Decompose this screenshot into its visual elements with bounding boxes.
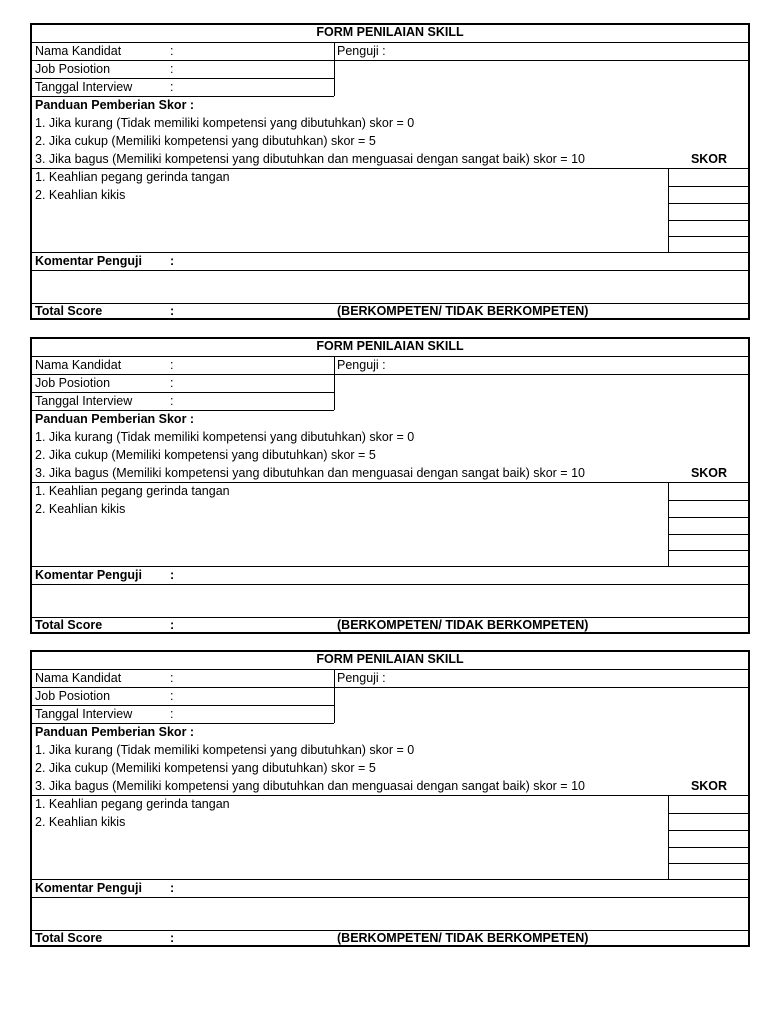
tanggal-interview-label: Tanggal Interview <box>35 80 133 94</box>
skill-item: 1. Keahlian pegang gerinda tangan <box>35 484 230 498</box>
total-score-colon: : <box>170 618 175 632</box>
total-score-colon: : <box>170 931 175 945</box>
total-score-label: Total Score <box>35 931 103 945</box>
panduan-line: 3. Jika bagus (Memiliki kompetensi yang dibutuhkan dan menguasai dengan sangat baik) skor = 10 <box>35 779 585 793</box>
skill-assessment-form <box>30 337 750 634</box>
panduan-line: 3. Jika bagus (Memiliki kompetensi yang dibutuhkan dan menguasai dengan sangat baik) skor = 10 <box>35 152 585 166</box>
skill-item: 2. Keahlian kikis <box>35 502 126 516</box>
skor-header: SKOR <box>690 779 728 793</box>
tanggal-interview-label: Tanggal Interview <box>35 394 133 408</box>
penguji-field[interactable]: Penguji : <box>337 671 386 685</box>
nama-kandidat-label: Nama Kandidat <box>35 671 122 685</box>
form-title: FORM PENILAIAN SKILL <box>316 25 464 39</box>
panduan-line: 2. Jika cukup (Memiliki kompetensi yang dibutuhkan) skor = 5 <box>35 448 376 462</box>
panduan-line: 2. Jika cukup (Memiliki kompetensi yang dibutuhkan) skor = 5 <box>35 761 376 775</box>
tanggal-interview-label: Tanggal Interview <box>35 707 133 721</box>
skill-assessment-form <box>30 23 750 320</box>
total-score-colon: : <box>170 304 175 318</box>
panduan-line: 1. Jika kurang (Tidak memiliki kompetensi yang dibutuhkan) skor = 0 <box>35 430 415 444</box>
job-position-colon: : <box>170 376 174 390</box>
tanggal-interview-colon: : <box>170 394 174 408</box>
panduan-line: 1. Jika kurang (Tidak memiliki kompetensi yang dibutuhkan) skor = 0 <box>35 116 415 130</box>
kompetensi-result: (BERKOMPETEN/ TIDAK BERKOMPETEN) <box>337 304 589 318</box>
nama-kandidat-colon: : <box>170 358 174 372</box>
total-score-label: Total Score <box>35 304 103 318</box>
skill-item: 1. Keahlian pegang gerinda tangan <box>35 797 230 811</box>
kompetensi-result: (BERKOMPETEN/ TIDAK BERKOMPETEN) <box>337 618 589 632</box>
komentar-colon: : <box>170 881 175 895</box>
nama-kandidat-label: Nama Kandidat <box>35 358 122 372</box>
panduan-heading: Panduan Pemberian Skor : <box>35 98 195 112</box>
job-position-colon: : <box>170 689 174 703</box>
skill-assessment-form <box>30 650 750 947</box>
form-title: FORM PENILAIAN SKILL <box>316 652 464 666</box>
komentar-label: Komentar Penguji <box>35 881 142 895</box>
skor-header: SKOR <box>690 466 728 480</box>
skor-header: SKOR <box>690 152 728 166</box>
panduan-heading: Panduan Pemberian Skor : <box>35 412 195 426</box>
penguji-field[interactable]: Penguji : <box>337 358 386 372</box>
tanggal-interview-colon: : <box>170 707 174 721</box>
skill-item: 2. Keahlian kikis <box>35 815 126 829</box>
kompetensi-result: (BERKOMPETEN/ TIDAK BERKOMPETEN) <box>337 931 589 945</box>
form-title: FORM PENILAIAN SKILL <box>316 339 464 353</box>
job-position-colon: : <box>170 62 174 76</box>
job-position-label: Job Posiotion <box>35 689 111 703</box>
nama-kandidat-colon: : <box>170 44 174 58</box>
tanggal-interview-colon: : <box>170 80 174 94</box>
panduan-line: 2. Jika cukup (Memiliki kompetensi yang dibutuhkan) skor = 5 <box>35 134 376 148</box>
komentar-colon: : <box>170 254 175 268</box>
skill-item: 2. Keahlian kikis <box>35 188 126 202</box>
skill-item: 1. Keahlian pegang gerinda tangan <box>35 170 230 184</box>
komentar-label: Komentar Penguji <box>35 568 142 582</box>
panduan-line: 3. Jika bagus (Memiliki kompetensi yang dibutuhkan dan menguasai dengan sangat baik) skor = 10 <box>35 466 585 480</box>
penguji-field[interactable]: Penguji : <box>337 44 386 58</box>
nama-kandidat-label: Nama Kandidat <box>35 44 122 58</box>
total-score-label: Total Score <box>35 618 103 632</box>
panduan-line: 1. Jika kurang (Tidak memiliki kompetensi yang dibutuhkan) skor = 0 <box>35 743 415 757</box>
panduan-heading: Panduan Pemberian Skor : <box>35 725 195 739</box>
komentar-label: Komentar Penguji <box>35 254 142 268</box>
komentar-colon: : <box>170 568 175 582</box>
job-position-label: Job Posiotion <box>35 62 111 76</box>
nama-kandidat-colon: : <box>170 671 174 685</box>
job-position-label: Job Posiotion <box>35 376 111 390</box>
